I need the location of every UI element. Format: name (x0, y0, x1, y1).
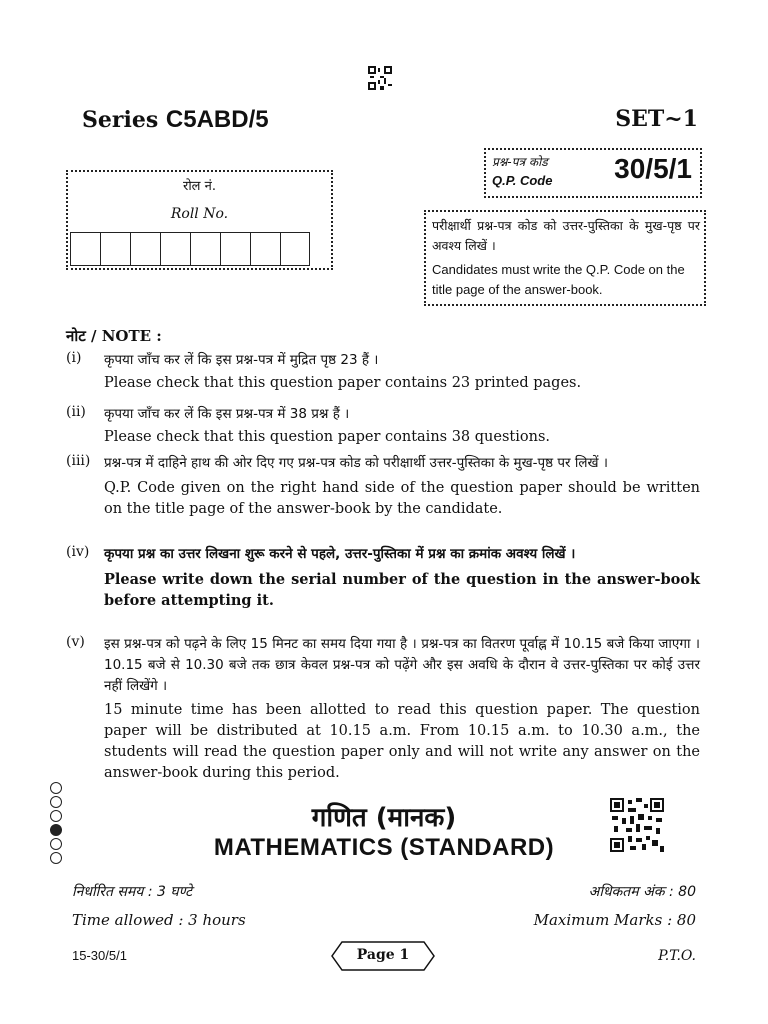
time-allowed-hindi: निर्धारित समय : 3 घण्टे (72, 884, 193, 900)
subject-title-english: MATHEMATICS (STANDARD) (213, 834, 555, 861)
note-item-hindi: कृपया जाँच कर लें कि इस प्रश्न-पत्र में मुद्रित पृष्ठ 23 हैं । (104, 352, 379, 368)
series-label: Series (82, 107, 159, 133)
note-item-number: (iii) (66, 453, 91, 469)
max-marks-english: Maximum Marks : 80 (533, 911, 696, 929)
page-number-tag (330, 940, 436, 972)
roll-cell[interactable] (70, 232, 100, 266)
qr-code (610, 798, 664, 852)
note-item (66, 404, 700, 448)
note-item-number: (v) (66, 634, 85, 650)
note-heading: नोट / NOTE : (66, 327, 162, 345)
roll-label-hindi: रोल नं. (183, 179, 216, 194)
max-marks-hindi: अधिकतम अंक : 80 (588, 884, 696, 900)
note-item-hindi: कृपया प्रश्न का उत्तर लिखना शुरू करने से पहले, उत्तर-पुस्तिका में प्रश्न का क्रमांक अवश्य लिखें । (104, 546, 576, 562)
note-item (66, 634, 700, 784)
roll-label-english: Roll No. (170, 206, 229, 222)
roll-cell[interactable] (100, 232, 130, 266)
series-code: C5ABD/5 (165, 106, 269, 133)
subject-title-hindi: गणित (मानक) (311, 803, 457, 833)
note-item-english: 15 minute time has been allotted to read this question paper. The question paper will be distributed at 10.15 a.m. From 10.15 a.m. to 10.30 a.m., the students will read the question paper only and will not write any answer on the answer-book during this period. (104, 702, 700, 781)
roll-number-box (66, 170, 333, 270)
roll-cell[interactable] (130, 232, 160, 266)
candidate-instruction-box (424, 210, 706, 306)
qp-label-hindi: प्रश्न-पत्र कोड (492, 155, 548, 169)
candidate-note-hindi: परीक्षार्थी प्रश्न-पत्र कोड को उत्तर-पुस्तिका के मुख-पृष्ठ पर अवश्य लिखें । (432, 218, 700, 253)
circle-icon (50, 782, 62, 794)
note-item-number: (i) (66, 350, 82, 366)
qp-code-value: 30/5/1 (614, 153, 692, 184)
note-item (66, 544, 700, 611)
pto-label: P.T.O. (658, 948, 696, 964)
roll-cell[interactable] (280, 232, 310, 266)
roll-cell[interactable] (220, 232, 250, 266)
note-item (66, 350, 700, 394)
note-item-hindi: कृपया जाँच कर लें कि इस प्रश्न-पत्र में 38 प्रश्न हैं । (104, 406, 350, 422)
footer-paper-code: 15-30/5/1 (72, 948, 127, 963)
note-item-english: Please write down the serial number of the question in the answer-book before attempting it. (104, 571, 700, 609)
roll-number-cells (70, 232, 310, 266)
qp-label-english: Q.P. Code (492, 173, 553, 188)
roll-cell[interactable] (250, 232, 280, 266)
time-allowed-english: Time allowed : 3 hours (72, 911, 246, 929)
note-item-english: Please check that this question paper contains 23 printed pages. (104, 375, 582, 391)
note-item-hindi: प्रश्न-पत्र में दाहिने हाथ की ओर दिए गए प्रश्न-पत्र कोड को परीक्षार्थी उत्तर-पुस्तिका के मुख-पृष्ठ पर लिखें । (104, 455, 608, 471)
roll-cell[interactable] (160, 232, 190, 266)
note-item (66, 453, 700, 520)
set-number: SET~1 (615, 106, 698, 132)
note-item-number: (iv) (66, 544, 90, 560)
note-item-number: (ii) (66, 404, 86, 420)
note-item-english: Q.P. Code given on the right hand side of the question paper should be written on the title page of the answer-book by the candidate. (104, 480, 700, 517)
note-item-hindi: इस प्रश्न-पत्र को पढ़ने के लिए 15 मिनट का समय दिया गया है । प्रश्न-पत्र का वितरण पूर्वाह्न में 10.15 बजे किया जाएगा । 10.15 बजे से 10.30 बजे तक छात्र केवल प्रश्न-पत्र को पढ़ेंगे और इस अवधि के दौरान वे उत्तर-पुस्तिका पर कोई उत्तर नहीं लिखेंगे । (104, 636, 700, 694)
note-item-english: Please check that this question paper contains 38 questions. (104, 429, 550, 445)
roll-cell[interactable] (190, 232, 220, 266)
series-line (82, 106, 269, 134)
top-qr-code (368, 66, 392, 90)
page-number: Page 1 (356, 947, 410, 963)
qp-code-box (484, 148, 702, 198)
candidate-note-english: Candidates must write the Q.P. Code on the title page of the answer-book. (432, 262, 685, 297)
